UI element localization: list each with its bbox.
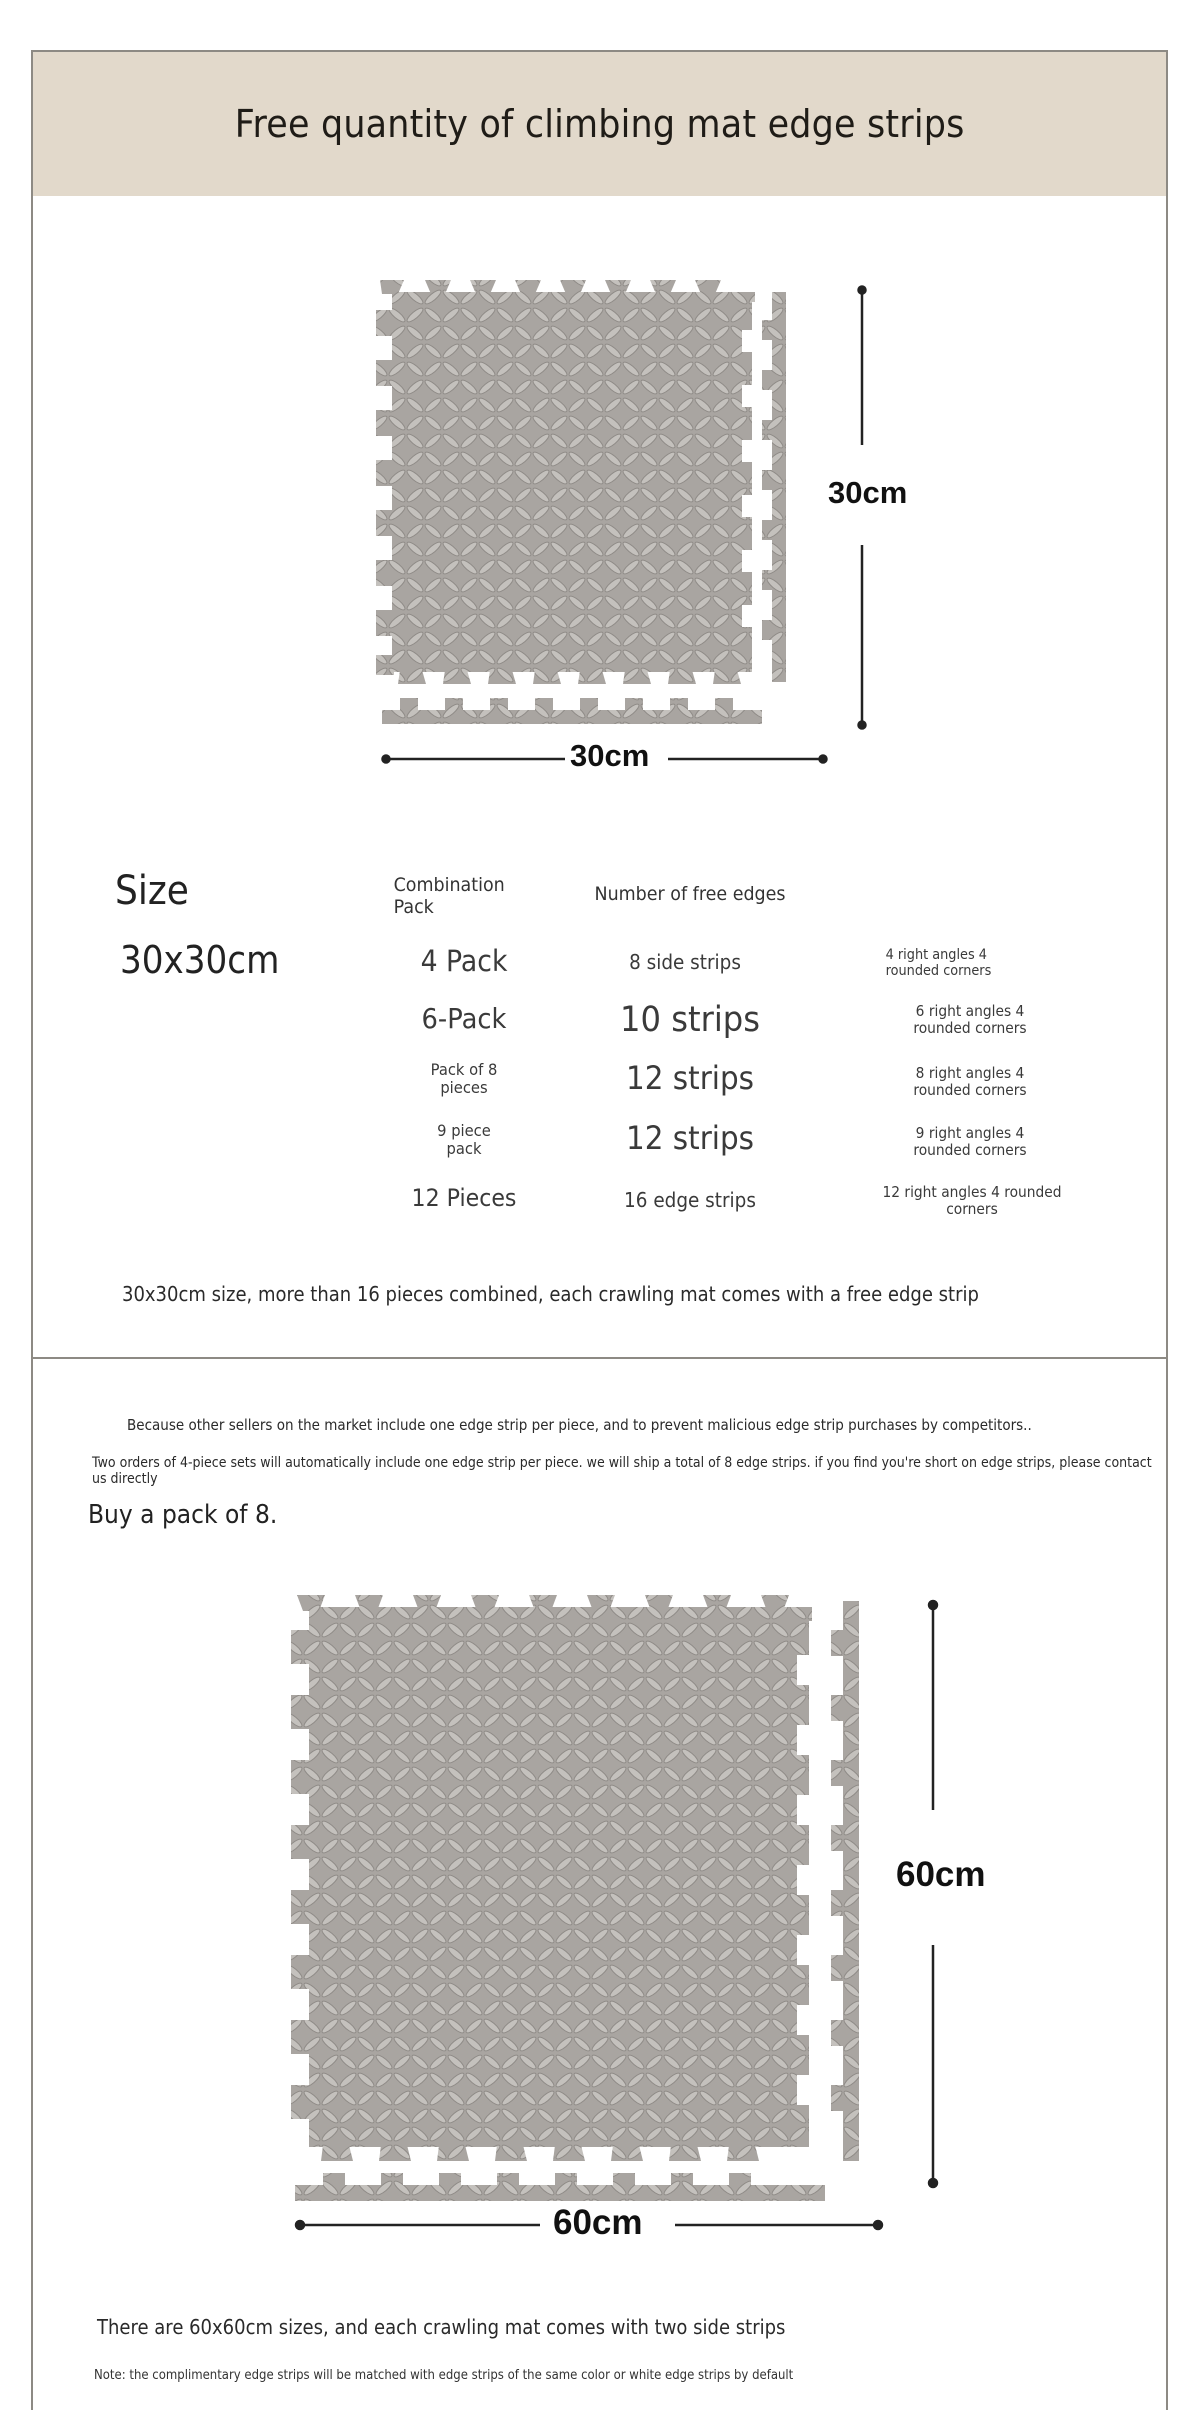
- edges-cell: 16 edge strips: [624, 1188, 756, 1212]
- size-heading: Size: [115, 868, 189, 914]
- color-match-note: Note: the complimentary edge strips will be matched with edge strips of the same color or white edge strips by default: [94, 2368, 794, 2383]
- corners-cell: 12 right angles 4 rounded corners: [882, 1183, 1062, 1219]
- table-footnote: 30x30cm size, more than 16 pieces combined, each crawling mat comes with a free edge strip: [122, 1282, 979, 1306]
- page-title: Free quantity of climbing mat edge strips: [234, 102, 965, 146]
- width-label-60: 60cm: [553, 2203, 643, 2242]
- pack-cell: 9 piece pack: [437, 1121, 491, 1159]
- edges-cell: 12 strips: [625, 1059, 754, 1097]
- column-header-pack: Combination Pack: [393, 874, 505, 918]
- edges-cell: 8 side strips: [629, 950, 741, 974]
- edges-cell: 10 strips: [619, 1000, 761, 1040]
- corners-cell: 4 right angles 4 rounded corners: [885, 947, 992, 980]
- edges-cell: 12 strips: [625, 1119, 754, 1157]
- pack-cell: 6-Pack: [421, 1002, 507, 1035]
- mat-illustration-30cm: [370, 270, 890, 780]
- corners-cell: 8 right angles 4 rounded corners: [913, 1064, 1027, 1100]
- column-header-edges: Number of free edges: [594, 883, 786, 905]
- corners-cell: 9 right angles 4 rounded corners: [913, 1124, 1027, 1160]
- corners-cell: 6 right angles 4 rounded corners: [913, 1002, 1027, 1038]
- width-label-30: 30cm: [570, 738, 650, 773]
- mat-illustration-60cm: [285, 1585, 1025, 2235]
- height-label-30: 30cm: [828, 475, 908, 510]
- pack-cell: 4 Pack: [420, 944, 508, 978]
- header-banner: [33, 52, 1166, 196]
- pack-cell: 12 Pieces: [411, 1184, 517, 1212]
- edge-strip-horizontal: [295, 2173, 825, 2201]
- mat-tile: [376, 280, 756, 684]
- pack-cell: Pack of 8 pieces: [430, 1060, 498, 1098]
- notice-line-1: Because other sellers on the market include one edge strip per piece, and to prevent malicious edge strip purchases by competitors..: [127, 1416, 1032, 1434]
- edge-strip-horizontal: [382, 698, 762, 724]
- section-divider: [33, 1357, 1166, 1359]
- size-value: 30x30cm: [120, 938, 280, 982]
- notice-line-2: Two orders of 4-piece sets will automatically include one edge strip per piece. we will ship a total of 8 edge strips. if you find you're short on edge strips, please contact us directly: [92, 1455, 1152, 1488]
- buy-pack-notice: Buy a pack of 8.: [88, 1500, 278, 1530]
- height-label-60: 60cm: [896, 1855, 986, 1894]
- size-statement-60: There are 60x60cm sizes, and each crawling mat comes with two side strips: [97, 2315, 786, 2339]
- mat-tile: [291, 1595, 813, 2161]
- edge-strip-vertical: [762, 292, 786, 682]
- edge-strip-vertical: [831, 1601, 859, 2161]
